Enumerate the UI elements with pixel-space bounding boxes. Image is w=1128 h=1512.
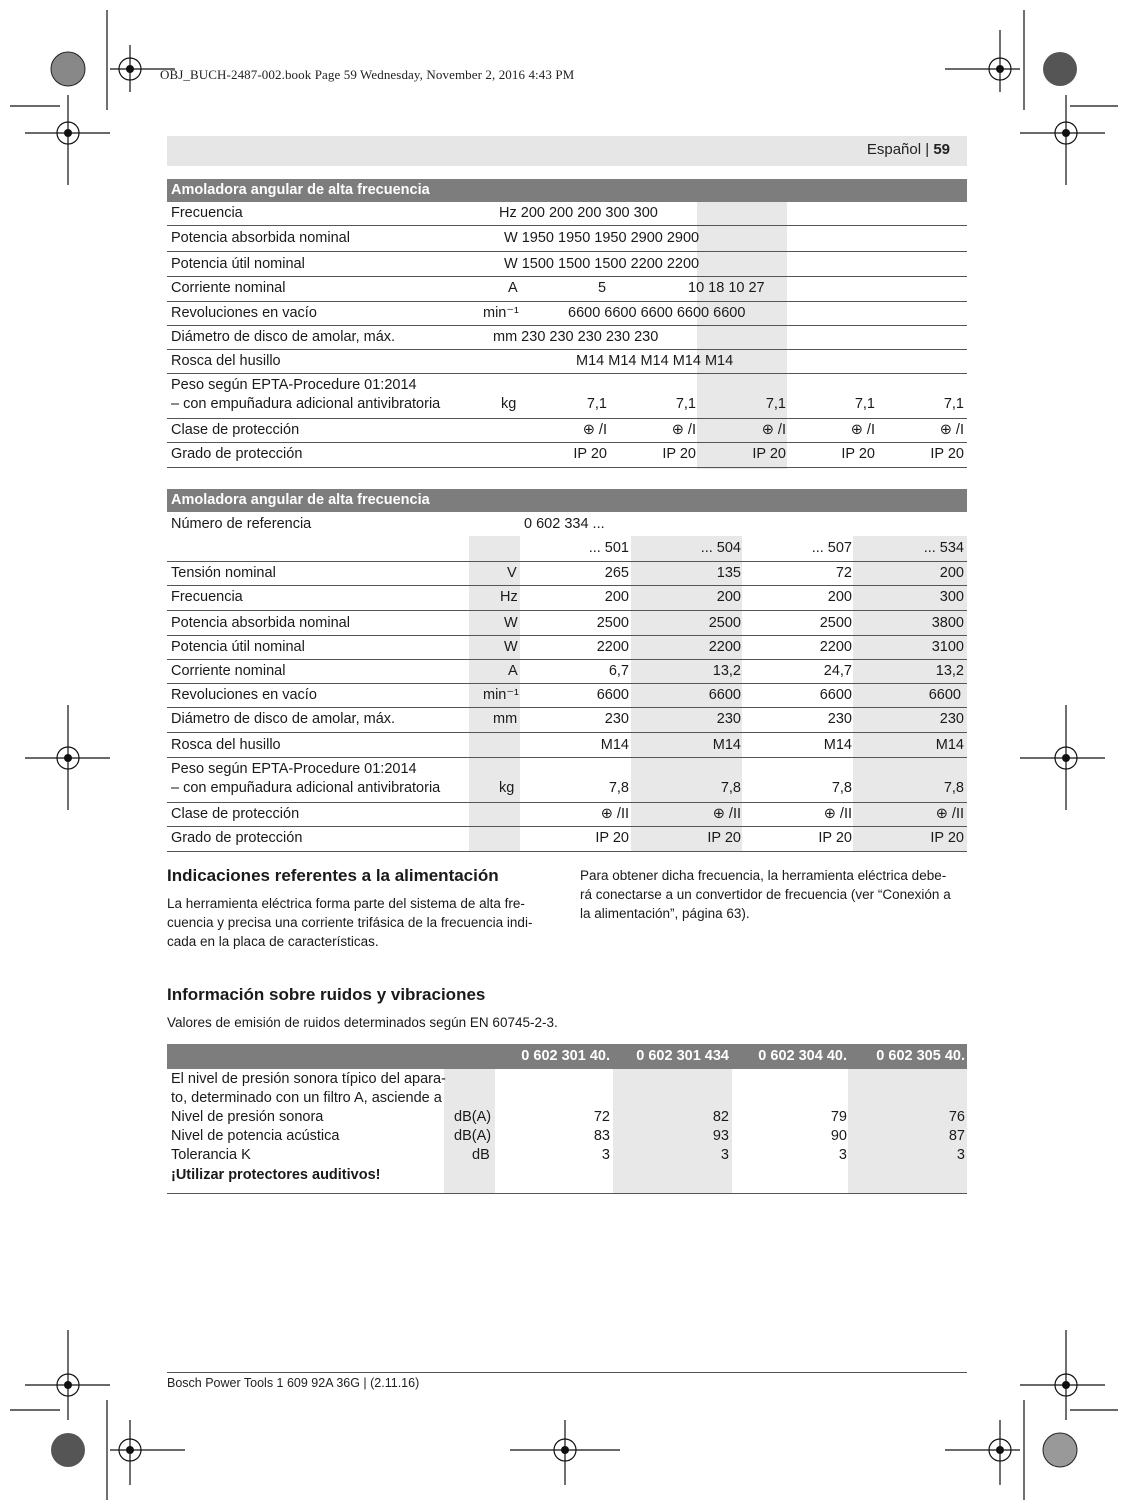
- noise-table-header: 0 602 301 40. 0 602 301 434 0 602 304 40. 0 602 305 40.: [167, 1044, 967, 1069]
- table-row: Peso según EPTA-Procedure 01:2014 – con empuñadura adicional antivibratoria kg 7,1 7,1 7,1 7,1 7,1: [167, 374, 967, 419]
- table-row: Diámetro de disco de amolar, máx. mm 230 230 230 230 230: [167, 326, 967, 350]
- table-title: Amoladora angular de alta frecuencia: [167, 179, 967, 202]
- table-row: Diámetro de disco de amolar, máx. mm 230 230 230 230: [167, 708, 967, 733]
- table-row: Rosca del husillo M14 M14 M14 M14: [167, 733, 967, 758]
- table-row: Revoluciones en vacío min⁻¹ 6600 6600 6600 6600 6600: [167, 302, 967, 326]
- table-row: Frecuencia Hz 200 200 200 300 300: [167, 202, 967, 226]
- table-row: Grado de protección IP 20 IP 20 IP 20 IP 20: [167, 827, 967, 852]
- noise-table-body: El nivel de presión sonora típico del apara- to, determinado con un filtro A, asciende a Nivel de presión sonora dB(A) 72 82 79 76 Nivel de potencia acústica dB(A) 83 93 90 87 Tolerancia K dB 3 3 3 3 ¡Utilizar protectores auditivos!: [167, 1069, 967, 1194]
- page-header: [867, 141, 950, 158]
- page-header-language: Español |: [866, 141, 934, 158]
- table-row: Frecuencia Hz 200 200 200 300: [167, 586, 967, 611]
- table-row: Potencia útil nominal W 2200 2200 2200 3100: [167, 636, 967, 660]
- power-text-left: La herramienta eléctrica forma parte del sistema de alta fre- cuencia y precisa una corriente trifásica de la frecuencia indi- cada en la placa de características.: [167, 896, 533, 949]
- noise-intro: Valores de emisión de ruidos determinados según EN 60745-2-3.: [167, 1015, 558, 1030]
- table-row: Potencia útil nominal W 1500 1500 1500 2200 2200: [167, 252, 967, 277]
- power-text-right: Para obtener dicha frecuencia, la herramienta eléctrica debe- rá conectarse a un convertidor de frecuencia (ver “Conexión a la alimentación”, página 63).: [580, 868, 951, 921]
- table-row: Clase de protección ⊕ /II ⊕ /II ⊕ /II ⊕ /II: [167, 803, 967, 827]
- footer-divider: [167, 1372, 967, 1373]
- table-title: Amoladora angular de alta frecuencia: [167, 489, 967, 512]
- table-row: ... 501 ... 504 ... 507 ... 534: [167, 537, 967, 562]
- hearing-protection-warning: ¡Utilizar protectores auditivos!: [171, 1167, 381, 1183]
- table-row: Tensión nominal V 265 135 72 200: [167, 562, 967, 586]
- table-row: Corriente nominal A 5 10 18 10 27: [167, 277, 967, 302]
- table-row: Revoluciones en vacío min⁻¹ 6600 6600 6600 6600: [167, 684, 967, 708]
- footer-text: Bosch Power Tools 1 609 92A 36G | (2.11.16): [167, 1376, 420, 1390]
- specs-table-2: [167, 489, 967, 852]
- page-number: 59: [933, 141, 950, 158]
- section-heading-power: Indicaciones referentes a la alimentación: [167, 866, 499, 885]
- table-row: Peso según EPTA-Procedure 01:2014 – con empuñadura adicional antivibratoria kg 7,8 7,8 7,8 7,8: [167, 758, 967, 803]
- table-row: Número de referencia 0 602 334 ...: [171, 516, 605, 532]
- noise-table: [167, 1044, 967, 1194]
- specs-table-1: [167, 179, 967, 468]
- table-row: Potencia absorbida nominal W 2500 2500 2500 3800: [167, 611, 967, 636]
- book-header: OBJ_BUCH-2487-002.book Page 59 Wednesday, November 2, 2016 4:43 PM: [160, 67, 575, 82]
- table-row: Grado de protección IP 20 IP 20 IP 20 IP 20 IP 20: [167, 443, 967, 468]
- table-row: Rosca del husillo M14 M14 M14 M14 M14: [167, 350, 967, 374]
- table-row: Clase de protección ⊕ /I ⊕ /I ⊕ /I ⊕ /I ⊕ /I: [167, 419, 967, 443]
- page-header-band: [167, 136, 967, 166]
- section-heading-noise: Información sobre ruidos y vibraciones: [167, 985, 486, 1004]
- table-row: Corriente nominal A 6,7 13,2 24,7 13,2: [167, 660, 967, 684]
- table-row: Potencia absorbida nominal W 1950 1950 1950 2900 2900: [167, 226, 967, 252]
